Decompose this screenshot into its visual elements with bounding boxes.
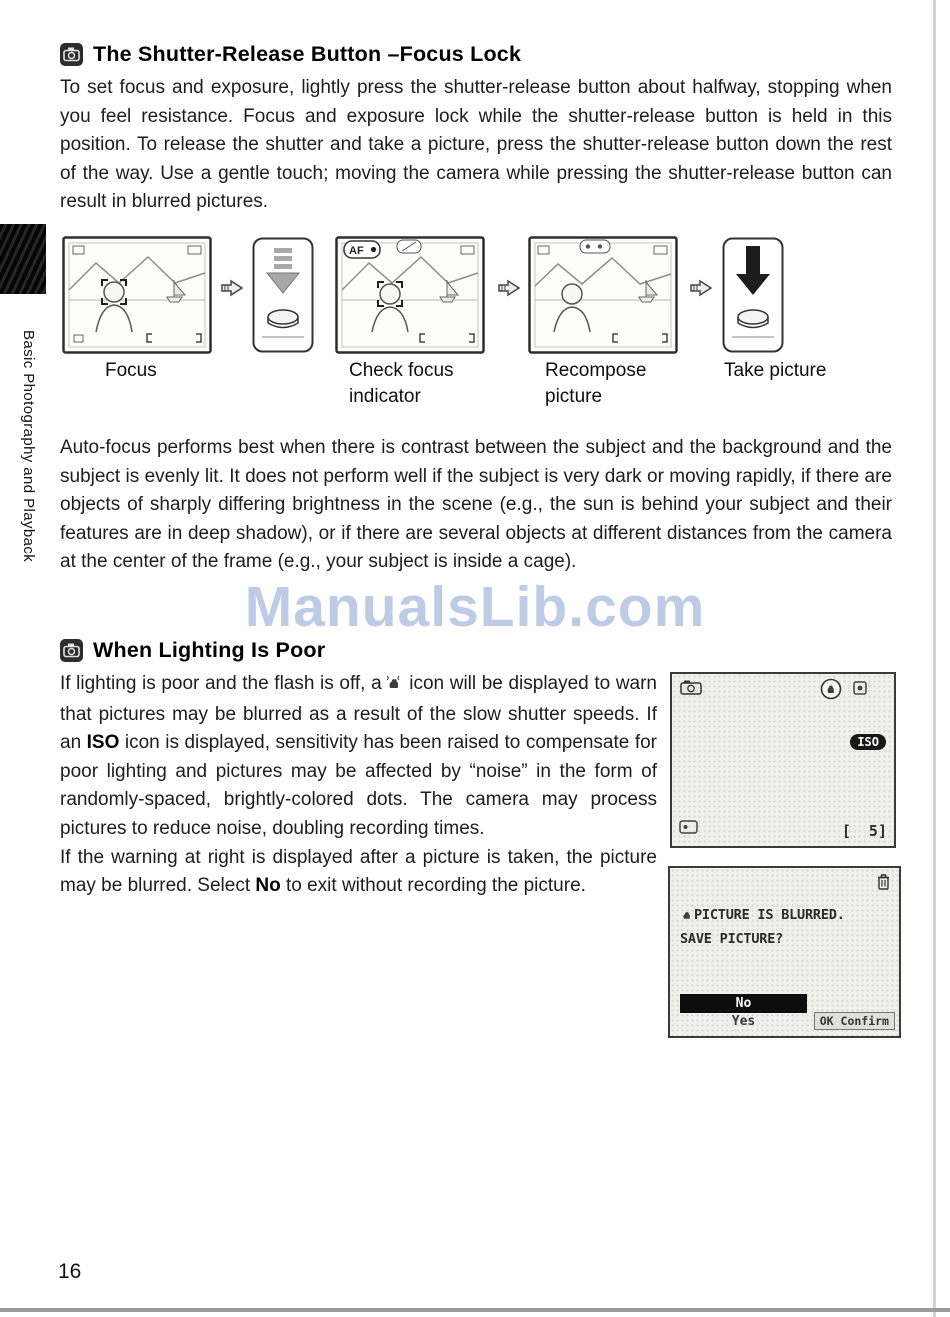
option-no-selected: No bbox=[680, 994, 807, 1013]
caption-check-focus: Check focus indicator bbox=[349, 360, 454, 407]
caption-take-picture: Take picture bbox=[724, 360, 827, 381]
dialog-line-2: SAVE PICTURE? bbox=[680, 931, 784, 947]
section-title: The Shutter-Release Button –Focus Lock bbox=[93, 42, 522, 66]
scan-edge-bottom bbox=[0, 1308, 950, 1312]
step-arrow-icon bbox=[219, 278, 245, 303]
caption-focus: Focus bbox=[105, 360, 157, 381]
watermark: ManualsLib.com bbox=[244, 575, 706, 639]
text-run: to exit without recording the picture. bbox=[280, 875, 586, 897]
lighting-text-column bbox=[60, 670, 657, 901]
delete-trash-icon bbox=[876, 873, 891, 896]
caption-recompose: Recompose picture bbox=[545, 360, 647, 407]
text-run: If the warning at right is displayed after a picture is taken, the picture may be blurred. Select bbox=[60, 846, 657, 897]
text-run: If lighting is poor and the flash is off, a bbox=[60, 673, 382, 694]
dialog-line-1: PICTURE IS BLURRED. bbox=[694, 907, 845, 923]
status-icon bbox=[852, 680, 868, 701]
af-indicator-label: AF bbox=[349, 245, 364, 257]
figure-lcd-focus bbox=[62, 236, 212, 359]
chapter-tab bbox=[0, 224, 46, 294]
step-arrow-icon bbox=[688, 278, 714, 303]
figure-lcd-check-focus bbox=[335, 236, 485, 359]
figure-half-press-button bbox=[252, 237, 314, 358]
ok-confirm-hint: OK Confirm bbox=[814, 1012, 895, 1030]
lighting-paragraph-1 bbox=[60, 670, 657, 844]
option-yes: Yes bbox=[731, 1014, 756, 1029]
section-heading-focus-lock bbox=[60, 42, 521, 67]
mode-icon bbox=[679, 820, 698, 839]
figure-lcd-recompose bbox=[528, 236, 678, 359]
chapter-label: Basic Photography and Playback bbox=[20, 330, 37, 563]
focus-lock-paragraph: To set focus and exposure, lightly press the shutter-release button about halfway, stopping when you feel resistance. Focus and exposure lock while the shutter-release button is held in this position. To release the shutter and take a picture, press the shutter-release button down the rest of the way. Use a gentle touch; moving the camera while pressing the shutter-release button can result in blurred pictures. bbox=[60, 77, 892, 213]
camera-note-icon bbox=[60, 43, 83, 66]
camera-shake-icon bbox=[385, 672, 401, 701]
no-keyword: No bbox=[255, 875, 281, 897]
shooting-mode-camera-icon bbox=[680, 680, 702, 700]
lcd-blurred-dialog-screen bbox=[668, 866, 901, 1038]
autofocus-note-paragraph: Auto-focus performs best when there is contrast between the subject and the background and the subject is evenly lit. It does not perform well if the subject is very dark or moving rapidly, if there are objects of sharply differing brightness in the scene (e.g., the sun is behind your subject and their features are in deep shadow), or if there are several objects at different distances from the camera at the center of the frame (e.g., your subject is inside a cage). bbox=[60, 437, 892, 573]
text-run: icon will be displayed to warn that pictures may be blurred as a result of the slow shutter speeds. If an bbox=[60, 673, 657, 754]
lighting-paragraph-2 bbox=[60, 844, 657, 901]
frames-remaining: [ 5] bbox=[841, 822, 887, 840]
iso-badge: ISO bbox=[850, 734, 886, 750]
figure-full-press-button bbox=[722, 237, 784, 358]
text-run: icon is displayed, sensitivity has been raised to compensate for poor lighting and pictures may be affected by “noise” in the form of randomly-spaced, brightly-colored dots. The camera may process pictures to reduce noise, doubling recording times. bbox=[60, 732, 657, 839]
section-title: When Lighting Is Poor bbox=[93, 638, 326, 662]
page-number: 16 bbox=[58, 1260, 82, 1283]
camera-shake-icon bbox=[680, 906, 692, 928]
camera-note-icon bbox=[60, 639, 83, 662]
iso-keyword: ISO bbox=[86, 732, 120, 754]
step-arrow-icon bbox=[496, 278, 522, 303]
section-heading-lighting bbox=[60, 638, 325, 663]
camera-shake-warning-icon bbox=[820, 678, 842, 705]
dialog-message bbox=[680, 904, 845, 950]
scan-edge-right bbox=[933, 0, 936, 1317]
lcd-blur-warning-screen bbox=[670, 672, 896, 848]
